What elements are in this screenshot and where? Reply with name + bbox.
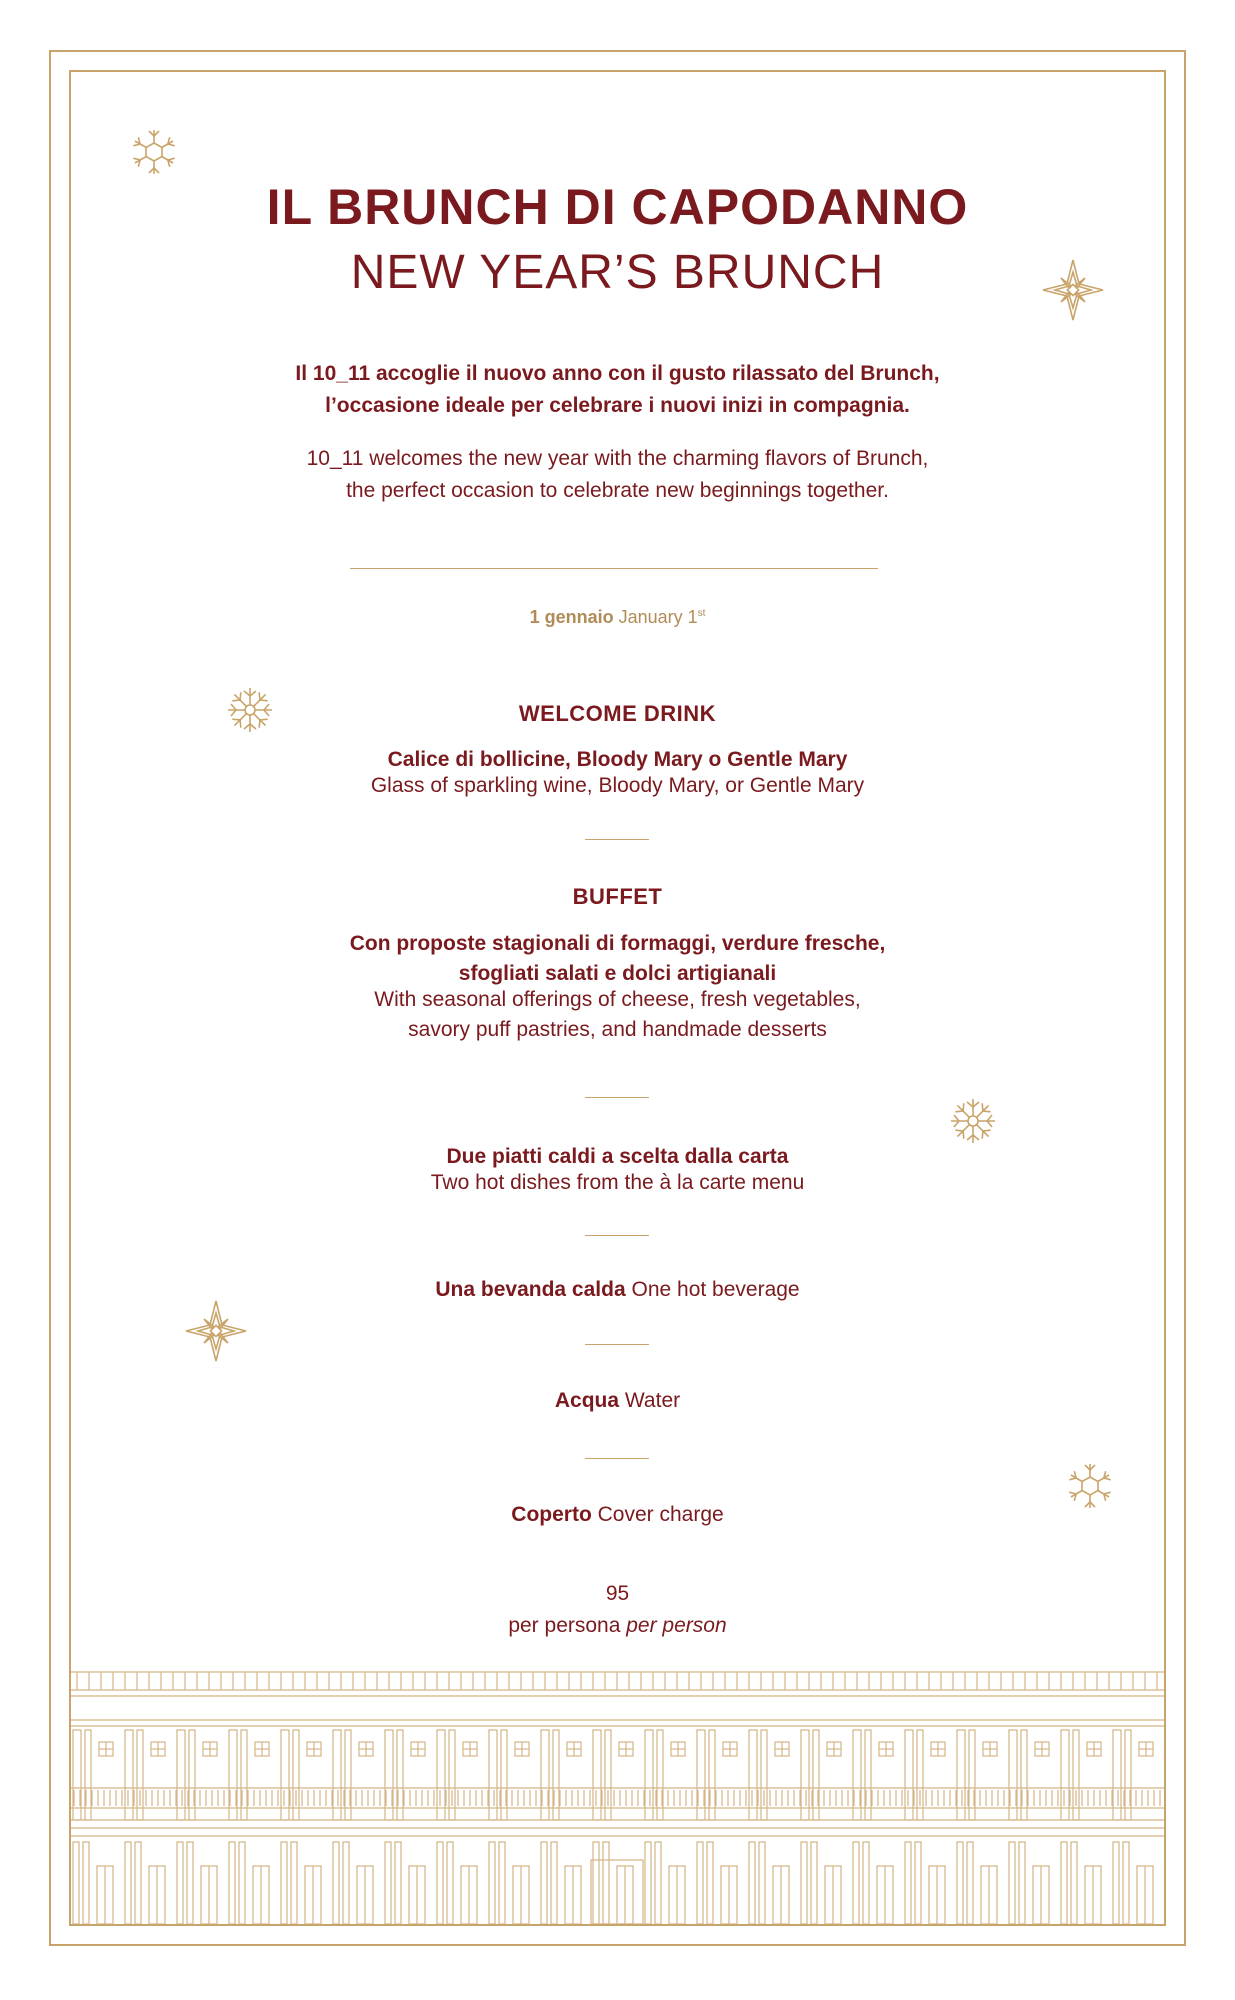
hot-dishes-italian: Due piatti caldi a scelta dalla carta: [446, 1145, 789, 1168]
welcome-italian: Calice di bollicine, Bloody Mary o Gentle Mary: [387, 748, 848, 771]
buffet-italian-line: sfogliati salati e dolci artigianali: [458, 962, 777, 985]
divider: [585, 839, 649, 840]
intro-italian-line: Il 10_11 accoglie il nuovo anno con il gusto rilassato del Brunch,: [295, 362, 940, 385]
intro-english: [0, 443, 1235, 507]
snowflake-icon: [947, 1095, 999, 1147]
intro-english-line: 10_11 welcomes the new year with the charming flavors of Brunch,: [306, 447, 929, 470]
beverage-english: One hot beverage: [631, 1278, 800, 1301]
divider: [585, 1097, 649, 1098]
title-italian: IL BRUNCH DI CAPODANNO: [266, 179, 969, 235]
water-italian: Acqua: [554, 1389, 620, 1412]
event-date: [0, 607, 1235, 628]
divider: [350, 568, 878, 569]
star-ornament-icon: [183, 1298, 249, 1364]
intro-italian-line: l’occasione ideale per celebrare i nuovi inizi in compagnia.: [325, 394, 910, 417]
beverage-item: [0, 1278, 1235, 1302]
date-suffix: st: [697, 608, 706, 619]
buffet-italian: [0, 929, 1235, 989]
divider: [585, 1235, 649, 1236]
date-english: January 1: [618, 607, 698, 627]
section-heading-buffet: BUFFET: [572, 884, 663, 909]
section-heading-welcome: WELCOME DRINK: [518, 701, 717, 726]
buffet-english-line: savory puff pastries, and handmade desserts: [408, 1018, 827, 1041]
water-english: Water: [624, 1389, 681, 1412]
buffet-english-line: With seasonal offerings of cheese, fresh vegetables,: [374, 988, 861, 1011]
cover-italian: Coperto: [511, 1503, 592, 1526]
cover-english: Cover charge: [597, 1503, 724, 1526]
buffet-english: [0, 985, 1235, 1045]
divider: [585, 1458, 649, 1459]
price-amount: 95: [605, 1582, 630, 1605]
welcome-english: Glass of sparkling wine, Bloody Mary, or Gentle Mary: [370, 774, 865, 797]
water-item: [0, 1389, 1235, 1413]
title-english: NEW YEAR’S BRUNCH: [350, 246, 885, 299]
cover-item: [0, 1503, 1235, 1527]
buffet-italian-line: Con proposte stagionali di formaggi, verdure fresche,: [349, 932, 886, 955]
price-block: [0, 1578, 1235, 1642]
date-italian: 1 gennaio: [529, 607, 614, 627]
intro-italian: [0, 358, 1235, 422]
price-unit-italian: per persona: [508, 1614, 621, 1637]
snowflake-icon: [128, 126, 180, 178]
price-unit: [0, 1610, 1235, 1642]
beverage-italian: Una bevanda calda: [435, 1278, 626, 1301]
divider: [585, 1344, 649, 1345]
hot-dishes-english: Two hot dishes from the à la carte menu: [430, 1171, 805, 1194]
building-facade-illustration: [71, 1670, 1164, 1924]
price-unit-english: per person: [626, 1614, 727, 1637]
intro-english-line: the perfect occasion to celebrate new beginnings together.: [346, 479, 889, 502]
